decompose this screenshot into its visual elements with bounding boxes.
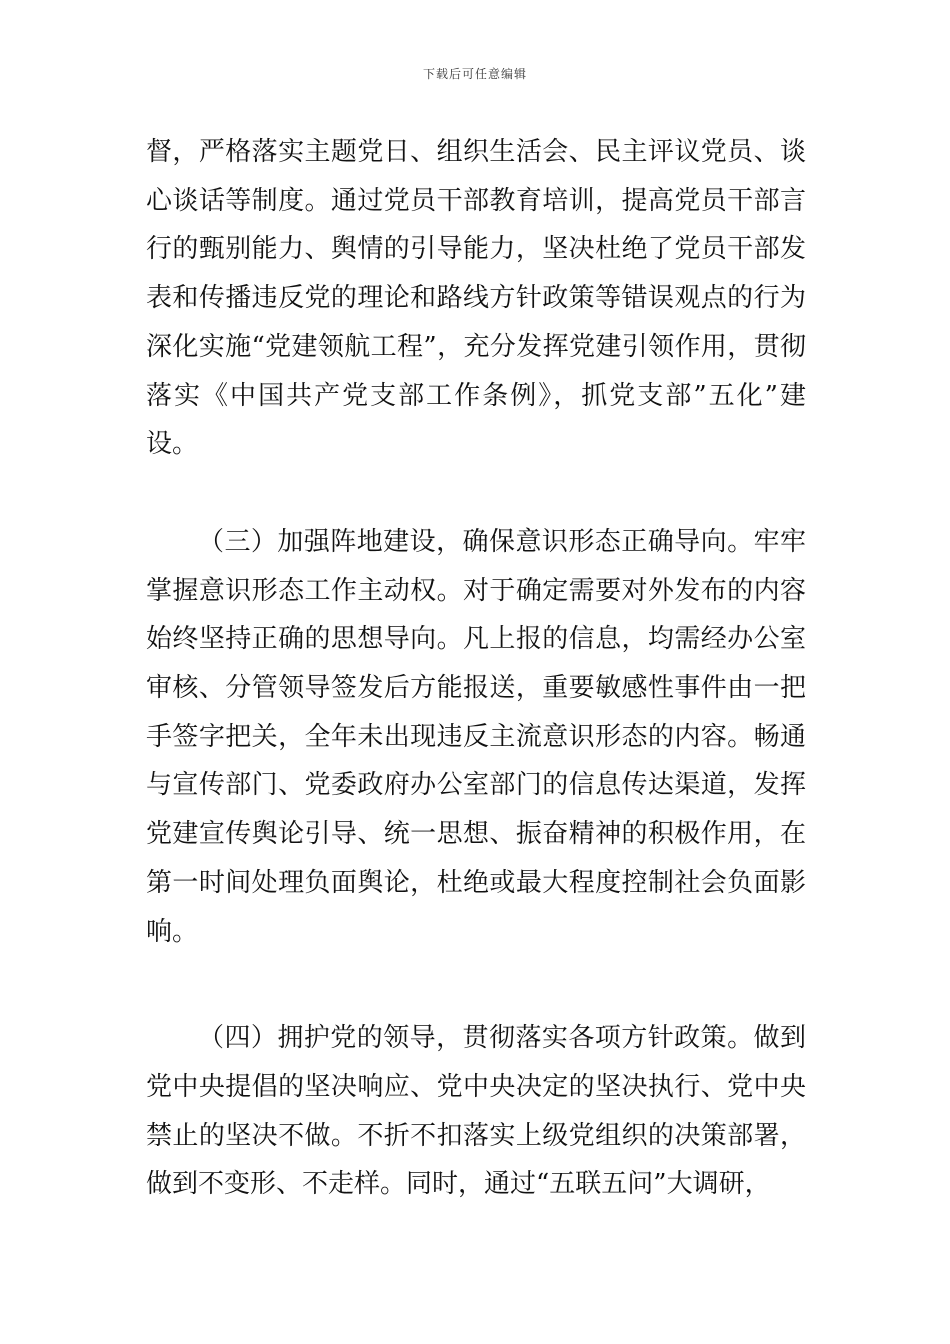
paragraph-section-four: （四）拥护党的领导，贯彻落实各项方针政策。做到党中央提倡的坚决响应、党中央决定的坚决执行、党中央禁止的坚决不做。不折不扣落实上级党组织的决策部署，做到不变形、不走样。同时，通过“五联五问”大调研， bbox=[146, 1023, 806, 1200]
page-header: 下载后可任意编辑 bbox=[422, 67, 527, 81]
document-body bbox=[146, 128, 806, 1209]
paragraph-continuation: 督，严格落实主题党日、组织生活会、民主评议党员、谈心谈话等制度。通过党员干部教育培训，提高党员干部言行的甄别能力、舆情的引导能力，坚决杜绝了党员干部发表和传播违反党的理论和路线方针政策等错误观点的行为深化实施“党建领航工程”，充分发挥党建引领作用，贯彻落实《中国共产党支部工作条例》，抓党支部”五化”建设。 bbox=[146, 137, 806, 460]
paragraph-section-three: （三）加强阵地建设，确保意识形态正确导向。牢牢掌握意识形态工作主动权。对于确定需要对外发布的内容始终坚持正确的思想导向。凡上报的信息，均需经办公室审核、分管领导签发后方能报送，重要敏感性事件由一把手签字把关，全年未出现违反主流意识形态的内容。畅通与宣传部门、党委政府办公室部门的信息传达渠道，发挥党建宣传舆论引导、统一思想、振奋精神的积极作用，在第一时间处理负面舆论，杜绝或最大程度控制社会负面影响。 bbox=[146, 526, 806, 947]
paragraph-spacer bbox=[146, 956, 806, 1014]
paragraph-spacer bbox=[146, 469, 806, 518]
